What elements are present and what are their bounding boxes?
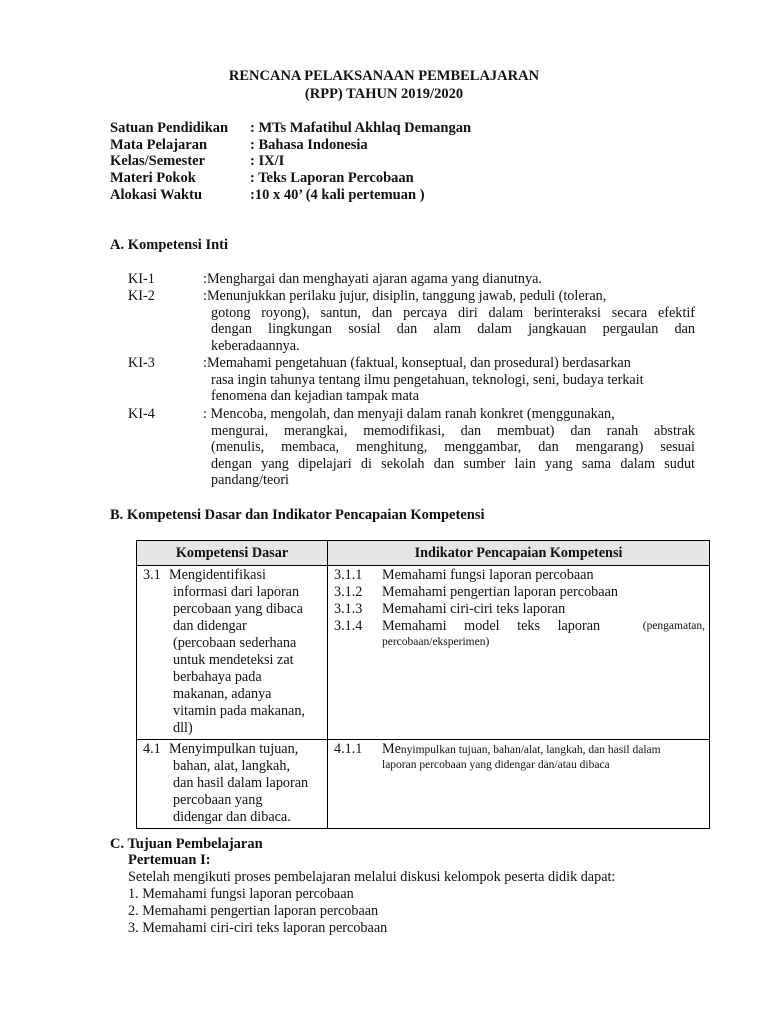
indicator-note: percobaan/eksperimen) <box>382 636 490 648</box>
table-row <box>137 566 710 740</box>
kd-text: berbahaya pada <box>173 669 262 685</box>
indicator-item <box>334 741 705 773</box>
ki-text <box>203 406 695 489</box>
ki-line: (menulis, membaca, menghitung, menggambar, dan mengarang) sesuai <box>211 439 695 456</box>
kd-cell <box>137 566 328 740</box>
indicator-item <box>334 567 705 584</box>
identity-value: :10 x 40’ (4 kali pertemuan ) <box>250 187 425 203</box>
kd-text: Menyimpulkan tujuan, <box>169 741 299 757</box>
indicator-text-small: nyimpulkan tujuan, bahan/alat, langkah, dan hasil dalam <box>400 744 661 756</box>
doc-title-line1: RENCANA PELAKSANAAN PEMBELAJARAN <box>228 68 540 84</box>
ki-label: KI-1 <box>128 271 155 287</box>
ki-text <box>203 271 695 288</box>
kd-text: bahan, alat, langkah, <box>173 758 290 774</box>
ki-text <box>203 355 695 405</box>
kd-text: untuk mendeteksi zat <box>173 652 294 668</box>
ki-line: keberadaannya. <box>211 337 300 354</box>
meeting-label: Pertemuan I: <box>128 852 211 868</box>
identity-key: Satuan Pendidikan <box>110 120 229 136</box>
doc-title-line2: (RPP) TAHUN 2019/2020 <box>304 86 464 102</box>
indicator-cell <box>328 740 710 829</box>
indicator-item <box>334 618 705 635</box>
list-item: 1. Memahami fungsi laporan percobaan <box>128 886 354 902</box>
ki-label: KI-4 <box>128 406 155 422</box>
ki-line: : Mencoba, mengolah, dan menyaji dalam ranah konkret (menggunakan, <box>203 406 615 422</box>
indicator-text <box>382 741 705 773</box>
kd-cell <box>137 740 328 829</box>
indicator-number: 3.1.2 <box>334 584 363 600</box>
indicator-header: Indikator Pencapaian Kompetensi <box>328 541 710 566</box>
kd-text: vitamin pada makanan, <box>173 703 305 719</box>
kd-text: percobaan yang <box>173 792 263 808</box>
indicator-number: 3.1.3 <box>334 601 363 617</box>
kd-text: dan hasil dalam laporan <box>173 775 309 791</box>
ki-label: KI-3 <box>128 355 155 371</box>
identity-value: : IX/I <box>250 153 285 169</box>
list-item: 2. Memahami pengertian laporan percobaan <box>128 903 379 919</box>
indicator-item <box>334 601 705 618</box>
kd-text: (percobaan sederhana <box>173 635 297 651</box>
indicator-number: 3.1.4 <box>334 618 363 634</box>
kd-text: dan didengar <box>173 618 247 634</box>
indicator-item <box>334 584 705 601</box>
ki-line: :Menghargai dan menghayati ajaran agama yang dianutnya. <box>203 271 542 287</box>
kd-table-header-row <box>137 541 710 566</box>
kd-text: didengar dan dibaca. <box>173 809 291 825</box>
identity-value: : Bahasa Indonesia <box>250 137 368 153</box>
indicator-text: Memahami fungsi laporan percobaan <box>382 567 594 583</box>
identity-value: : Teks Laporan Percobaan <box>250 170 414 186</box>
ki-label: KI-2 <box>128 288 155 304</box>
kd-table <box>136 540 710 829</box>
indicator-text <box>382 618 705 635</box>
ki-text <box>203 288 695 354</box>
identity-row <box>110 170 414 187</box>
indicator-number: 3.1.1 <box>334 567 363 583</box>
kd-text: dll) <box>173 720 193 736</box>
identity-row <box>110 153 284 170</box>
section-b-heading: B. Kompetensi Dasar dan Indikator Pencapaian Kompetensi <box>110 507 485 523</box>
ki-line: :Menunjukkan perilaku jujur, disiplin, tanggung jawab, peduli (toleran, <box>203 288 607 304</box>
list-item: 3. Memahami ciri-ciri teks laporan percobaan <box>128 920 388 936</box>
tujuan-intro: Setelah mengikuti proses pembelajaran melalui diskusi kelompok peserta didik dapat: <box>128 869 616 885</box>
indicator-number: 4.1.1 <box>334 741 363 757</box>
ki-line: :Memahami pengetahuan (faktual, konseptual, dan prosedural) berdasarkan <box>203 355 631 371</box>
identity-row <box>110 187 425 204</box>
indicator-text-main: Memahami model teks laporan <box>382 618 601 634</box>
identity-value: : MTs Mafatihul Akhlaq Demangan <box>250 120 472 136</box>
indicator-cell <box>328 566 710 740</box>
kd-text: Mengidentifikasi <box>169 567 266 583</box>
identity-key: Mata Pelajaran <box>110 137 208 153</box>
kd-text: informasi dari laporan <box>173 584 300 600</box>
ki-line: pandang/teori <box>211 472 290 489</box>
identity-row <box>110 137 368 154</box>
identity-key: Materi Pokok <box>110 170 196 186</box>
identity-row <box>110 120 471 137</box>
ki-line: gotong royong), santun, dan percaya diri dalam berinteraksi secara efektif <box>211 304 695 321</box>
table-row <box>137 740 710 829</box>
indicator-note: (pengamatan, <box>642 620 705 632</box>
kd-number: 4.1 <box>143 741 161 757</box>
indicator-text-big: Me <box>382 741 401 757</box>
ki-line: mengurai, merangkai, memodifikasi, dan membuat) dan ranah abstrak <box>211 422 695 439</box>
kd-number: 3.1 <box>143 567 161 583</box>
ki-line: dengan lingkungan sosial dan alam dalam jangkauan pergaulan dan <box>211 321 695 338</box>
kd-text: makanan, adanya <box>173 686 272 702</box>
indicator-text: Memahami ciri-ciri teks laporan <box>382 601 566 617</box>
indicator-text: Memahami pengertian laporan percobaan <box>382 584 618 600</box>
kd-text: percobaan yang dibaca <box>173 601 303 617</box>
identity-key: Alokasi Waktu <box>110 187 203 203</box>
section-c-heading: C. Tujuan Pembelajaran <box>110 836 263 852</box>
ki-line: fenomena dan kejadian tampak mata <box>211 388 419 405</box>
ki-line: rasa ingin tahunya tentang ilmu pengetahuan, teknologi, seni, budaya terkait <box>211 371 644 388</box>
ki-line: dengan yang dipelajari di sekolah dan sumber lain yang sama dalam sudut <box>211 455 695 472</box>
section-a-heading: A. Kompetensi Inti <box>110 237 229 253</box>
kd-header: Kompetensi Dasar <box>137 541 328 566</box>
indicator-text-small: laporan percobaan yang didengar dan/atau dibaca <box>382 759 610 771</box>
identity-key: Kelas/Semester <box>110 153 206 169</box>
